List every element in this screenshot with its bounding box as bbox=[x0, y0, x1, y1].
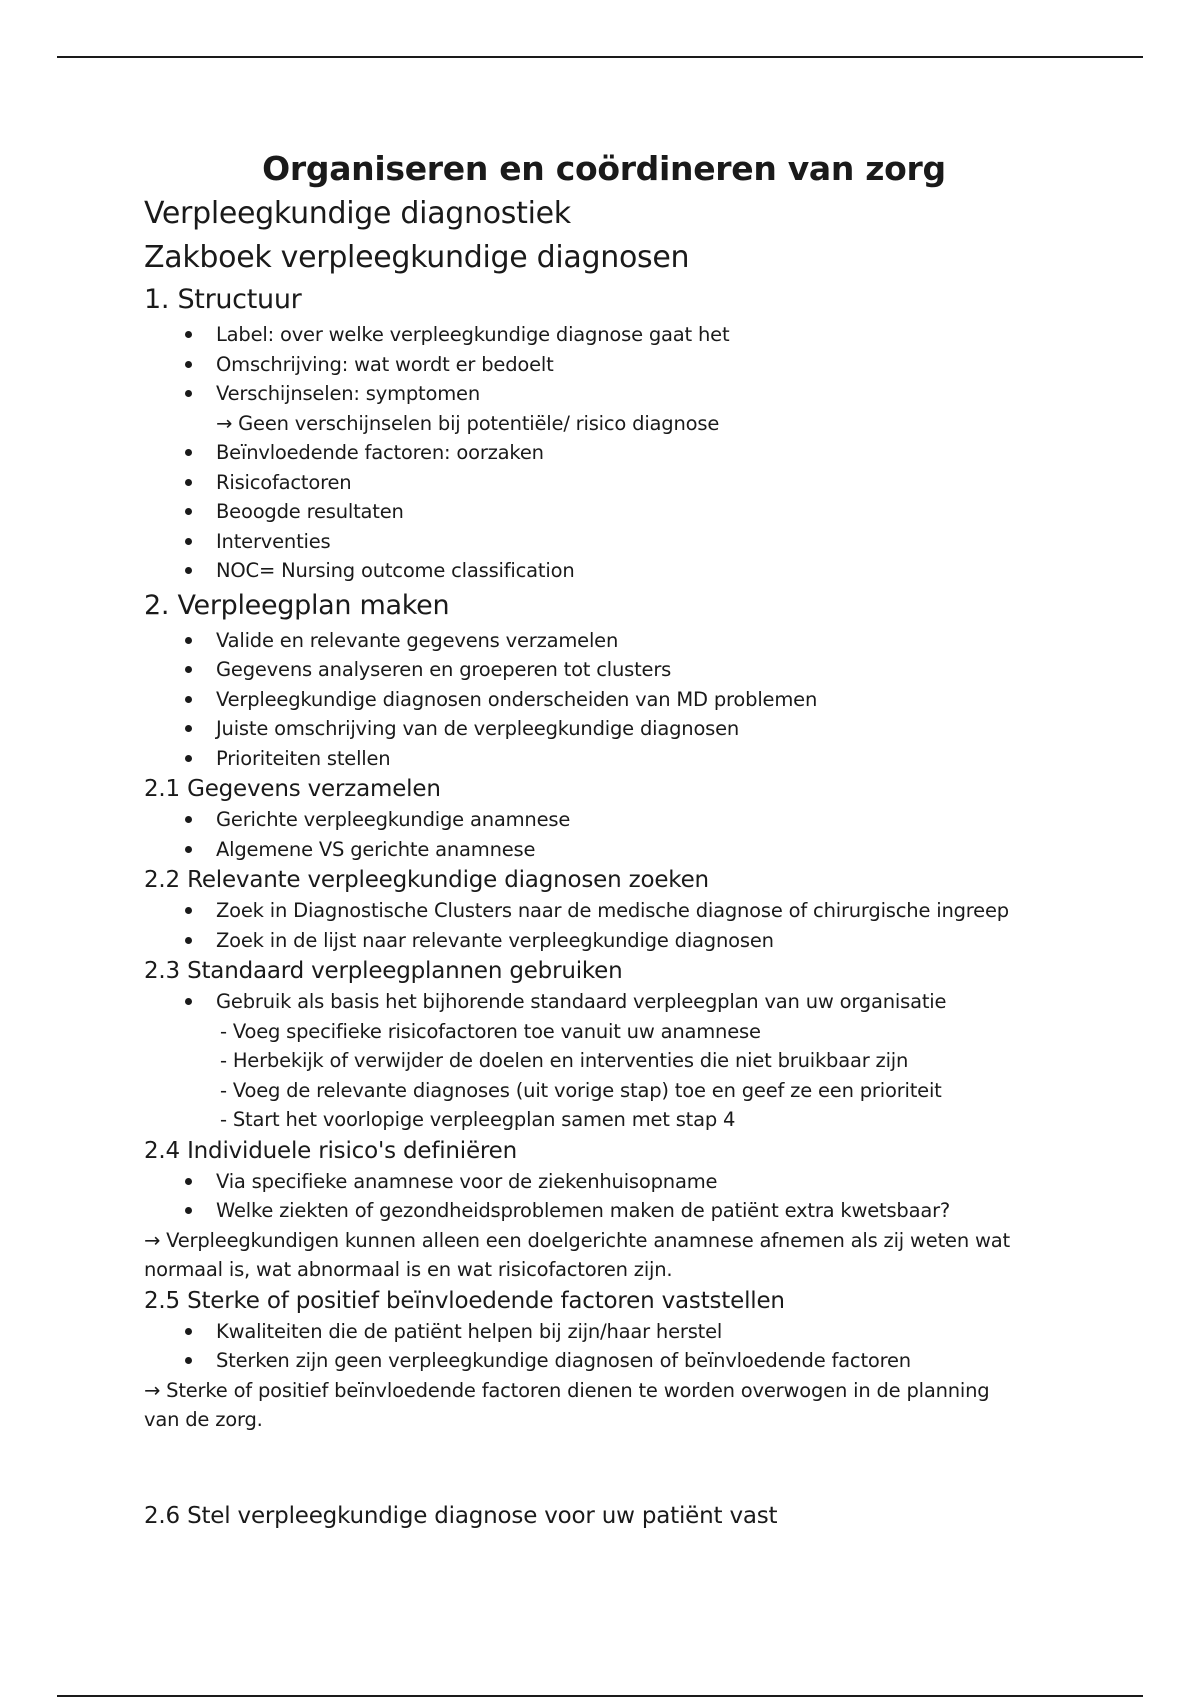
section-2-2-heading: 2.2 Relevante verpleegkundige diagnosen zoeken bbox=[144, 867, 709, 893]
list-item: Risicofactoren bbox=[144, 468, 1064, 498]
section-2-3-heading: 2.3 Standaard verpleegplannen gebruiken bbox=[144, 958, 623, 984]
heading-zakboek: Zakboek verpleegkundige diagnosen bbox=[144, 240, 690, 275]
bullet-icon bbox=[185, 508, 192, 515]
section-2-5-note bbox=[144, 1376, 1064, 1435]
list-item: Beïnvloedende factoren: oorzaken bbox=[144, 438, 1064, 468]
section-2-3-subitem: - Voeg specifieke risicofactoren toe vanuit uw anamnese bbox=[220, 1019, 761, 1043]
list-item: Sterken zijn geen verpleegkundige diagnosen of beïnvloedende factoren bbox=[144, 1346, 1064, 1376]
section-2-4-list bbox=[144, 1167, 1064, 1226]
section-2-3-subitem: - Herbekijk of verwijder de doelen en interventies die niet bruikbaar zijn bbox=[220, 1049, 909, 1072]
section-2-5-note-line-2: van de zorg. bbox=[144, 1408, 263, 1431]
list-item: Label: over welke verpleegkundige diagnose gaat het bbox=[144, 320, 1064, 350]
section-2-2-list bbox=[144, 896, 1064, 955]
section-2-1-list bbox=[144, 805, 1064, 864]
bullet-icon bbox=[185, 637, 192, 644]
bullet-icon bbox=[185, 1178, 192, 1185]
bullet-icon bbox=[185, 666, 192, 673]
bullet-icon bbox=[185, 331, 192, 338]
bullet-icon bbox=[185, 538, 192, 545]
section-1-list-continued bbox=[144, 438, 1064, 586]
bullet-icon bbox=[185, 937, 192, 944]
list-item: Gerichte verpleegkundige anamnese bbox=[144, 805, 1064, 835]
bullet-icon bbox=[185, 567, 192, 574]
list-item: Algemene VS gerichte anamnese bbox=[144, 835, 1064, 865]
bullet-icon bbox=[185, 361, 192, 368]
section-2-heading: 2. Verpleegplan maken bbox=[144, 589, 450, 621]
section-2-5-heading: 2.5 Sterke of positief beïnvloedende factoren vaststellen bbox=[144, 1287, 785, 1314]
heading-diagnostiek: Verpleegkundige diagnostiek bbox=[144, 196, 571, 231]
bullet-icon bbox=[185, 1357, 192, 1364]
bullet-icon bbox=[185, 390, 192, 397]
list-item: Prioriteiten stellen bbox=[144, 744, 1064, 774]
bullet-icon bbox=[185, 1207, 192, 1214]
list-item: Zoek in de lijst naar relevante verpleegkundige diagnosen bbox=[144, 926, 1064, 956]
document-title: Organiseren en coördineren van zorg bbox=[262, 149, 946, 188]
spacer bbox=[144, 1435, 1064, 1500]
list-item: NOC= Nursing outcome classification bbox=[144, 556, 1064, 586]
section-2-4-note-line-2: normaal is, wat abnormaal is en wat risicofactoren zijn. bbox=[144, 1258, 673, 1281]
section-2-4-heading: 2.4 Individuele risico's definiëren bbox=[144, 1137, 518, 1164]
section-2-5-note-line-1: → Sterke of positief beïnvloedende factoren dienen te worden overwogen in de planning bbox=[144, 1378, 990, 1402]
list-item: Juiste omschrijving van de verpleegkundige diagnosen bbox=[144, 714, 1064, 744]
section-2-1-heading: 2.1 Gegevens verzamelen bbox=[144, 776, 441, 802]
section-1-note: → Geen verschijnselen bij potentiële/ risico diagnose bbox=[216, 411, 720, 435]
footer-rule bbox=[57, 1695, 1143, 1697]
section-2-3-subitem: - Start het voorlopige verpleegplan samen met stap 4 bbox=[220, 1108, 736, 1131]
list-item: Gegevens analyseren en groeperen tot clusters bbox=[144, 655, 1064, 685]
bullet-icon bbox=[185, 449, 192, 456]
section-1-heading: 1. Structuur bbox=[144, 284, 302, 315]
section-2-4-note-line-1: → Verpleegkundigen kunnen alleen een doelgerichte anamnese afnemen als zij weten wat bbox=[144, 1228, 1010, 1252]
bullet-icon bbox=[185, 998, 192, 1005]
bullet-icon bbox=[185, 696, 192, 703]
list-item: Verpleegkundige diagnosen onderscheiden van MD problemen bbox=[144, 685, 1064, 715]
list-item: Beoogde resultaten bbox=[144, 497, 1064, 527]
bullet-icon bbox=[185, 907, 192, 914]
list-item: Welke ziekten of gezondheidsproblemen maken de patiënt extra kwetsbaar? bbox=[144, 1196, 1064, 1226]
list-item: Via specifieke anamnese voor de ziekenhuisopname bbox=[144, 1167, 1064, 1197]
list-item: Verschijnselen: symptomen bbox=[144, 379, 1064, 409]
bullet-icon bbox=[185, 755, 192, 762]
bullet-icon bbox=[185, 816, 192, 823]
bullet-icon bbox=[185, 846, 192, 853]
list-item: Omschrijving: wat wordt er bedoelt bbox=[144, 350, 1064, 380]
list-item: Valide en relevante gegevens verzamelen bbox=[144, 626, 1064, 656]
list-item: Interventies bbox=[144, 527, 1064, 557]
section-2-5-list bbox=[144, 1317, 1064, 1376]
bullet-icon bbox=[185, 479, 192, 486]
section-2-3-subitem: - Voeg de relevante diagnoses (uit vorige stap) toe en geef ze een prioriteit bbox=[220, 1078, 942, 1102]
section-2-4-note bbox=[144, 1226, 1064, 1285]
section-2-6-heading: 2.6 Stel verpleegkundige diagnose voor uw patiënt vast bbox=[144, 1502, 778, 1529]
section-2-3-list bbox=[144, 987, 1064, 1017]
list-item: Zoek in Diagnostische Clusters naar de medische diagnose of chirurgische ingreep bbox=[144, 896, 1064, 926]
section-2-list bbox=[144, 626, 1064, 774]
section-1-list bbox=[144, 320, 1064, 409]
document-body bbox=[144, 146, 1064, 1532]
bullet-icon bbox=[185, 725, 192, 732]
header-rule bbox=[57, 56, 1143, 58]
bullet-icon bbox=[185, 1328, 192, 1335]
list-item: Gebruik als basis het bijhorende standaard verpleegplan van uw organisatie bbox=[144, 987, 1064, 1017]
list-item: Kwaliteiten die de patiënt helpen bij zijn/haar herstel bbox=[144, 1317, 1064, 1347]
